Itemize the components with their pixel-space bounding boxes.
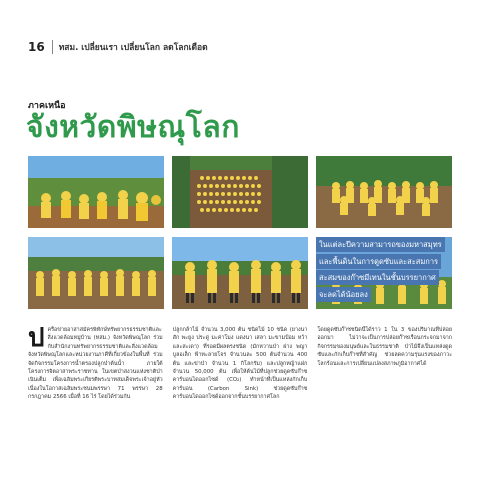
body-column-1 (28, 326, 163, 446)
body-paragraph-1: ครือข่ายอาสาสมัครพิทักษ์ทรัพยากรธรรมชาติและสิ่งแวดล้อมหมู่บ้าน (ทสม.) จังหวัดพิษณุโลก ร่วมกับสำนักงานทรัพยากรธรรมชาติและสิ่งแวดล้อมจังหวัดพิษณุโลกและหน่วยงานภาคีที่เกี่ยวข้องในพื้นที่ ร่วมจัดกิจกรรมโครงการน้ำตรองปลูกป่าต้นน้ำ ภายใต้โครงการจิตอาสาพระราชทาน ในเขตป่าสงวนแห่งชาติป่าเนินเต็ม เพื่อเฉลิมพระเกียรติพระบาทสมเด็จพระเจ้าอยู่หัว เนื่องในโอกาสเฉลิมพระชนมพรรษา 71 พรรษา 28 กรกฎาคม 2566 เมื่อที่ 16 ไร่ โดยได้ร่วมกัน (28, 327, 163, 401)
photo-3 (316, 156, 452, 228)
region-label: ภาคเหนือ (28, 101, 66, 111)
caption-line: ในแต่ละปีความสามารถของมหาสมุทร (316, 237, 445, 252)
article-body (28, 326, 452, 446)
photo-4 (28, 237, 164, 309)
body-paragraph-3: โดยดูดซับก๊าซชนิดนี้ได้ราว 1 ใน 3 ของปริมาณที่ปล่อยออกมา ไม่ว่าจะเป็นการปล่อยก๊าซเรือนกระจกมาจากกิจกรรมของมนุษย์และในธรรมชาติ ป่าไม้จึงเป็นแหล่งดูดซับและกักเก็บก๊าซที่สำคัญ ช่วยลดความรุนแรงของภาวะโลกร้อนและการเปลี่ยนแปลงสภาพภูมิอากาศได้ (317, 327, 453, 367)
caption-line: จะลดได้น้อยลง (316, 287, 371, 302)
caption-line: สะสมของก๊าซมีเทนในชั้นบรรยากาศ (316, 270, 439, 285)
header-divider (52, 40, 53, 54)
photo-2 (172, 156, 308, 228)
publication-title: ทสม. เปลี่ยนเรา เปลี่ยนโลก ลดโลกเดือด (58, 43, 208, 53)
photo-caption (316, 237, 446, 303)
province-title: จังหวัดพิษณุโลก (26, 110, 240, 145)
caption-line: และพื้นดินในการดูดซับและสะสมการ (316, 254, 441, 269)
photo-5 (172, 237, 308, 309)
body-paragraph-2: ปลูกกล้าไม้ จำนวน 3,000 ต้น ชนิดไม้ 10 ชนิด (ยางนา สัก พะยูง ประดู่ มะค่าโมง แดงนา เสลา มะขามป้อม หว้า และสะเดา) ที่รอดมีผลตรงชนิด (มักหวานป่า ฝาง พญาบูลอเล็ก ฟ้าทะลายโจร จำนวนละ 500 ต้นจำนวน 400 ต้น และข่าป่า จำนวน 1 กิโลกรัม) และปลูกหญ้าแฝก จำนวน 50,000 ต้น เพื่อให้ต้นไม้ที่ปลูกช่วยดูดซับก๊าซคาร์บอนไดออกไซด์ (CO₂) ทำหน้าที่เป็นแหล่งกักเก็บคาร์บอน (Carbon Sink) ช่วยดูดซับก๊าซคาร์บอนไดออกไซด์ออกจากชั้นบรรยากาศโลก (172, 327, 308, 401)
drop-cap: ป (28, 326, 45, 353)
page-header (28, 38, 208, 56)
body-column-2 (173, 326, 308, 446)
photo-1 (28, 156, 164, 228)
body-column-3 (317, 326, 452, 446)
page-number: 16 (28, 40, 45, 54)
